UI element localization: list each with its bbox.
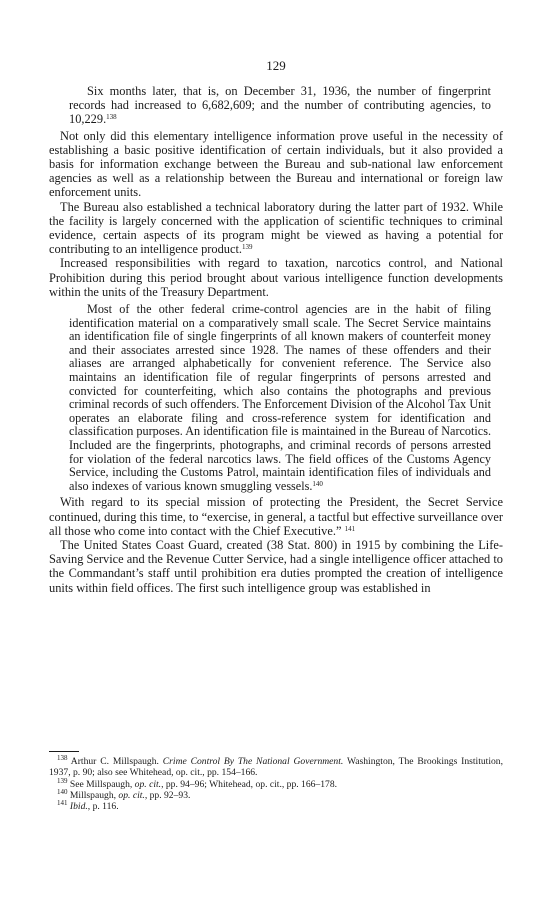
footnote-text: See Millspaugh, [69, 778, 135, 790]
footnote-number: 138 [57, 754, 68, 762]
footnote-number: 139 [57, 776, 68, 785]
quote-paragraph-1 [69, 84, 491, 127]
footnote-141 [49, 801, 503, 812]
paragraph-3-text: The Bureau also established a technical laboratory during the latter part of 1932. While the facility is largely concerned with the application of scientific techniques to criminal evidence, certain aspects of its program might be viewed as having a potential for contributing to an intelligence product. [49, 199, 503, 257]
page-number: 129 [266, 58, 286, 73]
footnote-title: op. cit. [118, 789, 145, 801]
footnote-text: Arthur C. Millspaugh. [70, 756, 163, 767]
footnote-number: 140 [57, 787, 68, 796]
footnote-title: Ibid. [69, 801, 88, 813]
paragraph-2: Not only did this elementary intelligence information prove useful in the necessity of establishing a basic positive identification of certain individuals, but it also provided a basis for information exchange between the Bureau and sub-national law enforcement agencies as well as a relationship between the Bureau and international or foreign law enforcement units. [49, 128, 503, 200]
footnote-ref-141: 141 [344, 524, 356, 533]
paragraph-3 [49, 200, 503, 257]
paragraph-7: The United States Coast Guard, created (38 Stat. 800) in 1915 by combining the Life-Saving Service and the Revenue Cutter Service, had a single intelligence officer attached to the Commandant’s staff until prohibition era duties prompted the creation of intelligence units within field offices. The first such intelligence group was established in [49, 537, 503, 595]
paragraph-4: Increased responsibilities with regard to taxation, narcotics control, and National Prohibition during this period brought about various intelligence function developments within the units of the Treasury Department. [49, 256, 503, 299]
footnote-title: op. cit. [134, 778, 162, 790]
footnote-title: Crime Control By The National Government. [162, 756, 344, 767]
paragraph-6 [49, 495, 503, 538]
footnote-ref-138: 138 [106, 113, 117, 122]
footnote-text: , pp. 92–93. [144, 789, 191, 801]
footnote-text: Washington, The Brookings Institution, 1937, p. 90; also see Whitehead, op. cit., pp. 154–166. [49, 756, 503, 779]
footnote-ref-140: 140 [312, 479, 323, 488]
footnote-138 [49, 756, 503, 779]
footnote-number: 141 [57, 799, 68, 808]
paragraph-1-text: Six months later, that is, on December 31, 1936, the number of fingerprint records had increased to 6,682,609; and the number of contributing agencies, to 10,229. [69, 84, 491, 127]
footnote-ref-139: 139 [242, 243, 253, 252]
paragraph-5-text: Most of the other federal crime-control agencies are in the habit of filing identification material on a comparatively small scale. The Secret Service maintains an identification file of single fingerprints of all known makers of counterfeit money and their associates arrested since 1928. The names of these offenders and their aliases are arranged alphabetically for convenient reference. The Service also maintains an identification file of regular fingerprints of persons arrested and convicted for counterfeiting, which also contains the photographs and previous criminal records of such offenders. The Enforcement Division of the Alcohol Tax Unit operates an elaborate filing and cross-reference system for identification and classification purposes. An identification file is maintained in the Bureau of Narcotics. Included are the fingerprints, photographs, and criminal records of persons arrested for violation of the federal narcotics laws. The field offices of the Customs Agency Service, including the Customs Patrol, maintain identification files of individuals and also indexes of various known smuggling vessels. [69, 302, 491, 493]
quote-paragraph-5 [69, 303, 491, 493]
footnote-140 [49, 787, 503, 801]
footnotes [49, 756, 503, 812]
footnote-text: , p. 116. [87, 801, 119, 813]
footnote-text: , pp. 94–96; Whitehead, op. cit., pp. 166–178. [161, 778, 338, 790]
footnote-139 [49, 776, 503, 790]
footnote-text: Millspaugh, [69, 789, 119, 801]
footnote-rule [49, 751, 79, 752]
paragraph-6-text: With regard to its special mission of protecting the President, the Secret Service continued, during this time, to “exercise, in general, a tactful but effective surveillance over all those who come into contact with the Chief Executive.” [49, 495, 503, 538]
body-text [49, 84, 503, 595]
